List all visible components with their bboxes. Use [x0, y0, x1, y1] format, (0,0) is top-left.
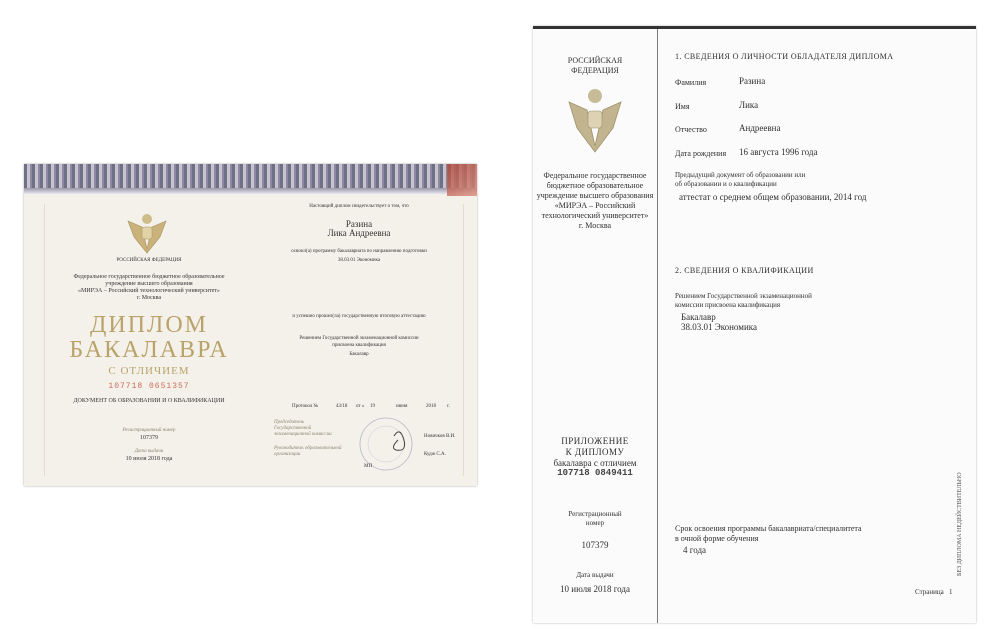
diploma-doc-type: ДОКУМЕНТ ОБ ОБРАЗОВАНИИ И О КВАЛИФИКАЦИИ: [73, 398, 225, 404]
diploma-commission-line-2: присвоена квалификация: [332, 343, 386, 348]
diploma-commission-line-1: Решением Государственной экзаменационной комиссии: [299, 336, 419, 341]
field-label-name: Имя: [675, 102, 690, 111]
diploma-issue-date: 10 июля 2018 года: [125, 456, 173, 462]
diploma-issue-label: Дата выдачи: [134, 449, 164, 454]
diploma-chair-name: Новичков В.И.: [424, 434, 456, 439]
diploma-protocol-day: 19: [370, 404, 375, 409]
diploma-country: РОССИЙСКАЯ ФЕДЕРАЦИЯ: [116, 258, 182, 263]
diploma-reg-label: Регистрационный номер: [122, 428, 176, 433]
supplement-top-edge: [533, 26, 976, 29]
supplement-appendix-line-2: К ДИПЛОМУ: [565, 447, 625, 457]
diploma-stamp-text: МП: [364, 464, 373, 469]
supplement-institution-line-1: Федеральное государственное: [543, 171, 647, 180]
diploma-with-honors: С ОТЛИЧИЕМ: [108, 365, 190, 377]
diploma-number: 107718 0651357: [108, 382, 190, 391]
diploma-head-name: Кудж С.А.: [424, 452, 446, 457]
diploma-chair-label-1: Председатель: [274, 420, 305, 425]
supplement-institution-line-5: технологический университет»: [541, 211, 649, 220]
supplement-institution-line-2: бюджетное образовательное: [546, 181, 644, 190]
supplement-divider: [657, 29, 658, 623]
diploma-protocol-year-suffix: г.: [447, 404, 450, 409]
supplement-appendix-line-3: бакалавра с отличием: [553, 458, 637, 468]
diploma-institution-line-3: «МИРЭА – Российский технологический университет»: [78, 288, 220, 294]
supplement-issue-label: Дата выдачи: [576, 571, 614, 579]
supplement-country-line-1: РОССИЙСКАЯ: [567, 56, 623, 65]
supplement-program: 38.03.01 Экономика: [681, 322, 757, 332]
supplement-country-line-2: ФЕДЕРАЦИЯ: [571, 66, 619, 75]
diploma-chair-label-2: Государственной: [274, 426, 312, 431]
diploma-ornament-shadow: [24, 188, 477, 194]
diploma-name: Лика Андреевна: [327, 228, 391, 238]
supplement-institution-line-6: г. Москва: [578, 221, 612, 230]
prev-doc-label-line-1: Предыдущий документ об образовании или: [675, 171, 806, 179]
term-line-1: Срок освоения программы бакалавриата/специалитета: [675, 524, 862, 533]
diploma-attestation-text: и успешно прошел(ла) государственную итоговую аттестацию: [292, 314, 426, 319]
diploma-corner-mark: [447, 164, 477, 196]
supplement-appendix-line-1: ПРИЛОЖЕНИЕ: [561, 436, 629, 446]
supplement-section-1-title: 1. СВЕДЕНИЯ О ЛИЧНОСТИ ОБЛАДАТЕЛЯ ДИПЛОМА: [675, 52, 894, 61]
field-value-birth-date: 16 августа 1996 года: [739, 147, 818, 157]
term-line-2: в очной форме обучения: [675, 534, 759, 543]
diploma-protocol-month: июня: [396, 404, 408, 409]
diploma-institution-line-4: г. Москва: [136, 295, 162, 301]
diploma-protocol-number: 43/18: [336, 404, 348, 409]
term-value: 4 года: [683, 545, 707, 555]
diploma-protocol-label: Протокол №: [292, 404, 319, 409]
diploma-certify-text: Настоящий диплом свидетельствует о том, что: [309, 204, 409, 209]
page-label: Страница: [915, 588, 944, 596]
diploma-surname: Разина: [345, 219, 373, 229]
diploma-reg-number: 107379: [140, 435, 158, 441]
decision-line-2: комиссии присвоена квалификация: [675, 301, 781, 309]
diploma-protocol-year: 2018: [426, 404, 436, 409]
supplement-institution-line-4: «МИРЭА – Российский: [554, 201, 636, 210]
decision-line-1: Решением Государственной экзаменационной: [675, 292, 812, 300]
supplement-reg-label-line-1: Регистрационный: [568, 510, 622, 518]
diploma-head-label-1: Руководитель образовательной: [274, 446, 342, 451]
field-label-patronymic: Отчество: [675, 125, 707, 134]
diploma-document: [24, 164, 477, 486]
diploma-program-text: освоил(а) программу бакалавриата по направлению подготовки: [291, 249, 427, 254]
diploma-title-line-1: ДИПЛОМ: [90, 312, 208, 338]
field-value-name: Лика: [739, 100, 759, 110]
supplement-qualification: Бакалавр: [681, 312, 716, 322]
supplement-reg-number: 107379: [581, 540, 609, 550]
diploma-protocol-from: от «: [356, 404, 365, 409]
coat-of-arms-icon: [565, 84, 625, 154]
field-label-surname: Фамилия: [675, 78, 707, 87]
field-value-surname: Разина: [739, 76, 766, 86]
coat-of-arms-icon: [124, 209, 170, 255]
supplement-section-2-title: 2. СВЕДЕНИЯ О КВАЛИФИКАЦИИ: [675, 266, 814, 275]
diploma-institution-line-1: Федеральное государственное бюджетное образовательное: [73, 274, 225, 280]
supplement-number: 107718 0849411: [557, 468, 633, 478]
prev-doc-value: аттестат о среднем общем образовании, 2014 год: [679, 192, 867, 202]
supplement-side-text: БЕЗ ДИПЛОМА НЕДЕЙСТВИТЕЛЬНО: [957, 472, 963, 576]
diploma-institution-line-2: учреждение высшего образования: [105, 281, 193, 287]
diploma-qualification: Бакалавр: [349, 352, 369, 357]
field-value-patronymic: Андреевна: [739, 123, 781, 133]
supplement-reg-label-line-2: номер: [585, 519, 605, 527]
diploma-title-line-2: БАКАЛАВРА: [69, 337, 229, 363]
diploma-program: 38.03.01 Экономика: [337, 258, 381, 263]
supplement-institution-line-3: учреждение высшего образования: [536, 191, 654, 200]
field-label-birth-date: Дата рождения: [675, 149, 727, 158]
supplement-issue-date: 10 июля 2018 года: [560, 584, 630, 594]
diploma-chair-label-3: экзаменационной комиссии: [274, 432, 332, 437]
diploma-supplement-document: [533, 26, 976, 623]
diploma-head-label-2: организации: [274, 452, 301, 457]
prev-doc-label-line-2: об образовании и о квалификации: [675, 180, 777, 188]
page-number: 1: [949, 588, 953, 596]
